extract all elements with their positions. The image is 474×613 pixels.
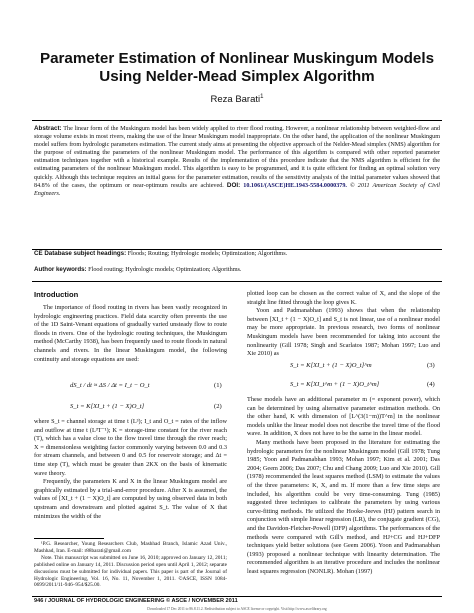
footer-text: 946 / JOURNAL OF HYDROLOGIC ENGINEERING © ASCE / NOVEMBER 2011 (34, 598, 238, 604)
paragraph: plotted loop can be chosen as the correct value of X, and the slope of the straight line fitted through the loop gives K. (247, 290, 440, 306)
abstract (34, 125, 440, 198)
equation-4: S_t = K[XI_t^m + (1 − X)O_t^m] (290, 381, 380, 388)
footnote: Note. This manuscript was submitted on June 16, 2010; approved on January 12, 2011; published online on January 14, 2011. Discussion period open until April 1, 2012; separate discussions must be submitted for individual papers. This paper is part of the Journal of Hydrologic Engineering, Vol. 16, No. 11, November 1, 2011. ©ASCE, ISSN 1084-0699/2011/11-946–954/$25.00. (34, 555, 227, 589)
paragraph: These models have an additional parameter m (= exponent power), which can be determined by using alternative parameter estimation methods. On the other hand, K with dimension of [L^(3(1−m))T^m] in the nonlinear models unlike the linear model does not describe the travel time of the flood wave. In addition, X does not have to be the same in the linear model. (247, 396, 440, 438)
equation-3: S_t = K[XI_t + (1 − X)O_t]^m (290, 362, 372, 369)
equation-1: dS_t / dt ≈ ΔS / Δt = I_t − O_t (70, 382, 150, 389)
equation-number: (3) (427, 362, 435, 369)
copyright: © 2011 American Society of Civil Engineers. (34, 182, 440, 197)
section-divider (32, 281, 442, 282)
author (0, 94, 474, 105)
left-column-p2 (34, 418, 227, 521)
keywords-text: Flood routing; Hydrologic models; Optimization; Algorithms. (88, 266, 242, 273)
right-column-bottom (247, 396, 440, 576)
paragraph: Frequently, the parameters K and X in the linear Muskingum model are graphically estimated by a trial-and-error procedure. After X is assumed, the values of [XI_t + (1 − X)O_t] are computed by using observed data in both upstream and downstream and plotted against S_t. The value of X that minimizes the width of the (34, 478, 227, 520)
subject-label: CE Database subject headings: (34, 250, 127, 257)
equation-number: (1) (214, 382, 222, 389)
abstract-text: The linear form of the Muskingum model has been widely applied to river flood routing. However, a nonlinear relationship between weighted-flow and storage volume exists in most rivers, making the use of the linear Muskingum model inappropriate. On the other hand, the application of the nonlinear Muskingum model suffers from hydrologic parameters estimation. The current study aims at presenting the objective approach of the Nelder-Mead simplex (NMS) algorithm for the purpose of estimating the parameters of the nonlinear Muskingum model. The performance of this algorithm is compared with other reported parameter estimation techniques together with a historical example. Results of the implementation of this procedure indicate that the NMS algorithm is efficient for the estimating parameters of the nonlinear Muskingum model. This algorithm is easy to be programmed, and it is quite efficient for finding an optimal solution very quickly. Although this technique requires an initial guess for the parameter estimation, results of the sensitivity analysis of the initial parameter values showed that 84.8% of the cases, the optimum or near-optimum results are achieved. (34, 126, 440, 189)
footnote: ¹P.G. Researcher, Young Researchers Club, Mashhad Branch, Islamic Azad Univ., Mashhad, Iran. E-mail: r88barati@gmail.com (34, 541, 227, 554)
author-keywords (34, 266, 440, 274)
abstract-label: Abstract: (34, 125, 62, 132)
download-notice: Downloaded 17 Dec 2011 to 86.8.11.2. Redistribution subject to ASCE license or copyright. Visit http://www.ascelibrary.org (147, 607, 327, 611)
paragraph: Yoon and Padmanabhan (1993) shows that when the relationship between [XI_t + (1 − X)O_t] and S_t is not linear, use of a nonlinear model may be more appropriate. In previous research, two forms of nonlinear Muskingum models have been recommended for taking into account the nonlinearity (Gill 1978; Singh and Scarlatos 1987; Mohan 1997; Luo and Xie 2010) as (247, 307, 440, 358)
equation-number: (2) (214, 403, 222, 410)
author-name: Reza Barati (210, 94, 261, 106)
equation-2: S_t = K[XI_t + (1 − X)O_t] (70, 403, 145, 410)
doi-label: DOI: (226, 181, 241, 189)
subject-headings (34, 250, 440, 258)
paper-title: Parameter Estimation of Nonlinear Muskingum Models Using Nelder-Mead Simplex Algorithm (39, 50, 435, 85)
paragraph: The importance of flood routing in rivers has been vastly recognized in hydrologic engineering practices. Field data scarcity often prevents the use of the 1D Saint-Venant equations of gradually varied unsteady flow to route floods in rivers. One of the hydrologic routing techniques, the Muskingum method (McCarthy 1938), has been frequently used to route floods in natural channels and rivers. In the linear Muskingum model, the following continuity and storage equations are used: (34, 304, 227, 363)
page-footer (34, 598, 238, 604)
right-column-top (247, 290, 440, 359)
footnotes (34, 541, 227, 590)
section-heading: Introduction (34, 290, 79, 299)
left-column-p1 (34, 304, 227, 364)
author-affil-mark: 1 (260, 94, 264, 100)
paragraph: Many methods have been proposed in the literature for estimating the hydrologic parameters for the nonlinear Muskingum model (Gill 1978; Tung 1985; Yoon and Padmanabhan 1993; Mohan 1997; Kim et al. 2001; Das 2004; Geem 2006; Das 2007; Chu and Chang 2009; Luo and Xie 2010). Gill (1978) recommended the least squares method (LSM) to estimate the values of the three parameters: K, X, and m. If more than a few time steps are included, his algorithm could be very time-consuming. Tung (1985) suggested three techniques to calibrate the parameters by using various curve-fitting methods. He utilized the Hooke-Jeeves (HJ) pattern search in conjunction with simple linear regression (LR), the conjugate gradient (CG), and the Davidon-Fletcher-Powell (DFP) algorithms. The performances of the methods were compared with Gill's method, and HJ+CG and HJ+DFP techniques yield better solutions (see Geem 2006). Yoon and Padmanabhan (1993) proposed a nonlinear technique with linearity determination. The recommended algorithm is an iterative procedure and includes the nonlinear least squares regression (NONLR). Mohan (1997) (247, 438, 440, 575)
doi-link[interactable]: 10.1061/(ASCE)HE.1943-5584.0000379. (243, 182, 347, 189)
subject-text: Floods; Routing; Hydrologic models; Optimization; Algorithms. (127, 250, 288, 257)
paragraph: where S_t = channel storage at time t (L³); I_t and O_t = rates of the inflow and outflow at time t (L³T⁻¹); K = storage-time constant for the river reach (T), which has a value close to the flow travel time through the river reach; X = dimensionless weighting factor commonly varying between 0.0 and 0.3 for stream channels, and between 0 and 0.5 for reservoir storage; and Δt = time step (T), which must be greater than 2KX on the basis of kinematic wave theory. (34, 418, 227, 477)
footnote-rule (34, 538, 104, 539)
footer-rule (32, 596, 442, 597)
equation-number: (4) (427, 381, 435, 388)
keywords-label: Author keywords: (34, 266, 87, 273)
